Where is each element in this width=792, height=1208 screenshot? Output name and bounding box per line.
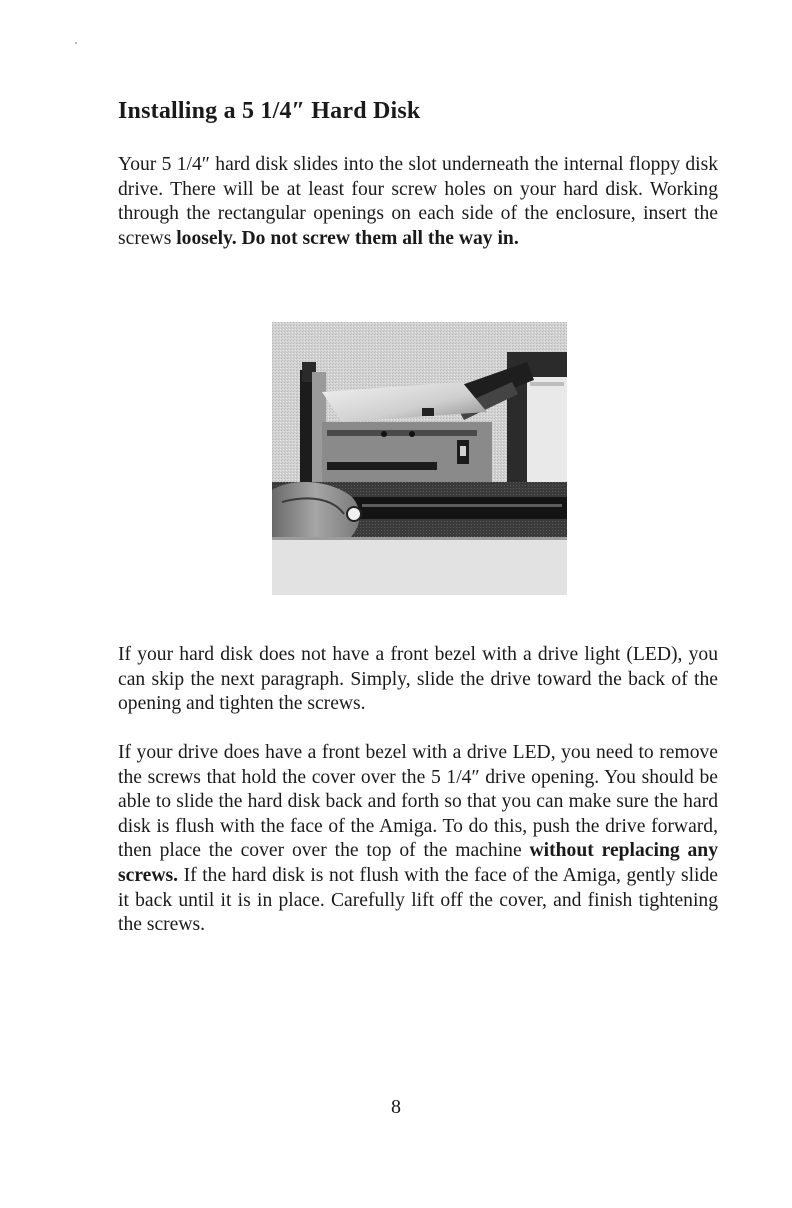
- body-text: If your drive does have a front bezel with a drive LED, you need to remove the screws that hold the cover over the 5 1/4″ drive opening. You should be able to slide the hard disk back and forth so that you can make sure the hard disk is flush with the face of the Amiga. To do this, push the drive forward, then place the cover over the top of the machine: [118, 742, 718, 862]
- paragraph-intro: [118, 153, 718, 251]
- body-text: If your hard disk does not have a front bezel with a drive light (LED), you can skip the next paragraph. Simply, slide the drive toward the back of the opening and tighten the screws.: [118, 644, 718, 715]
- body-text: Your 5 1/4″ hard disk slides into the slot underneath the internal floppy disk drive. There will be at least four screw holes on your hard disk. Working through the rectangular openings on each side of the enclosure, insert the screws: [118, 154, 718, 249]
- page-number: 8: [391, 1096, 401, 1118]
- scan-speck: [75, 42, 77, 44]
- emphasis-text: loosely. Do not screw them all the way in.: [176, 227, 519, 249]
- hard-disk-installation-photo: [272, 322, 567, 595]
- emphasis-text: without replacing any screws.: [118, 840, 718, 886]
- section-heading: Installing a 5 1/4″ Hard Disk: [118, 98, 421, 124]
- paragraph-no-led: [118, 643, 718, 717]
- paragraph-with-led: [118, 741, 718, 938]
- body-text: If the hard disk is not flush with the face of the Amiga, gently slide it back until it is in place. Carefully lift off the cover, and finish tightening the screws.: [118, 864, 718, 936]
